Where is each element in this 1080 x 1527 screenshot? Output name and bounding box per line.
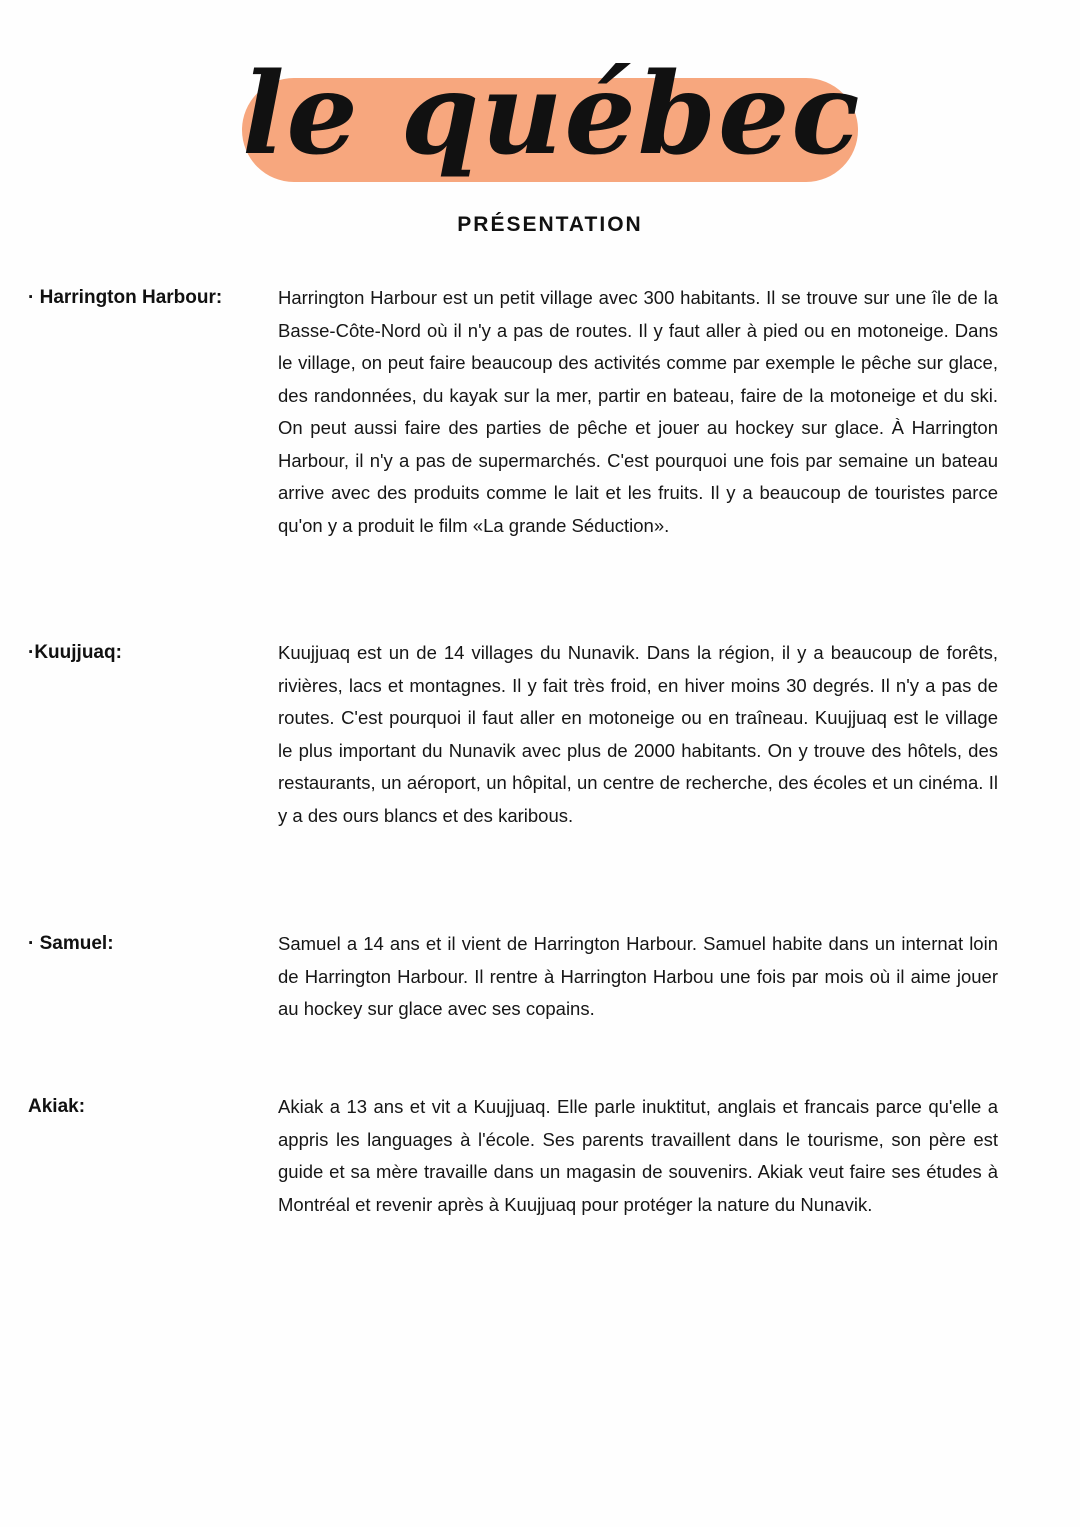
page-subtitle: PRÉSENTATION	[457, 213, 643, 236]
section-label: · Samuel:	[28, 933, 114, 954]
section-paragraph: Samuel a 14 ans et il vient de Harrington Harbour. Samuel habite dans un internat loin de Harrington Harbour. Il rentre à Harrington Harbou une fois par mois où il aime jouer au hockey sur glace avec ses copains.	[278, 933, 998, 1019]
section-label: · Harrington Harbour:	[28, 287, 223, 308]
section-label: Akiak:	[28, 1096, 86, 1117]
page-title: le québec	[242, 49, 862, 180]
section-paragraph: Kuujjuaq est un de 14 villages du Nunavik. Dans la région, il y a beaucoup de forêts, rivières, lacs et montagnes. Il y fait très froid, en hiver moins 30 degrés. Il n'y a pas de routes. C'est pourquoi il faut aller en motoneige ou en traîneau. Kuujjuaq est le village le plus important du Nunavik avec plus de 2000 habitants. On y trouve des hôtels, des restaurants, un aéroport, un hôpital, un centre de recherche, des écoles et un cinéma. Il y a des ours blancs et des karibous.	[278, 642, 998, 826]
section-paragraph: Akiak a 13 ans et vit a Kuujjuaq. Elle parle inuktitut, anglais et francais parce qu'elle a appris les languages à l'école. Ses parents travaillent dans le tourisme, son père est guide et sa mère travaille dans un magasin de souvenirs. Akiak veut faire ses études à Montréal et revenir après à Kuujjuaq pour protéger la nature du Nunavik.	[278, 1096, 998, 1215]
section-label: ·Kuujjuaq:	[28, 642, 122, 663]
section-paragraph: Harrington Harbour est un petit village avec 300 habitants. Il se trouve sur une île de la Basse-Côte-Nord où il n'y a pas de routes. Il y faut aller à pied ou en motoneige. Dans le village, on peut faire beaucoup des activités comme par exemple le pêche sur glace, des randonnées, du kayak sur la mer, partir en bateau, faire de la motoneige et du ski. On peut aussi faire des parties de pêche et jouer au hockey sur glace. À Harrington Harbour, il n'y a pas de supermarchés. C'est pourquoi une fois par semaine un bateau arrive avec des produits comme le lait et les fruits. Il y a beaucoup de touristes parce qu'on y a produit le film «La grande Séduction».	[278, 287, 998, 536]
